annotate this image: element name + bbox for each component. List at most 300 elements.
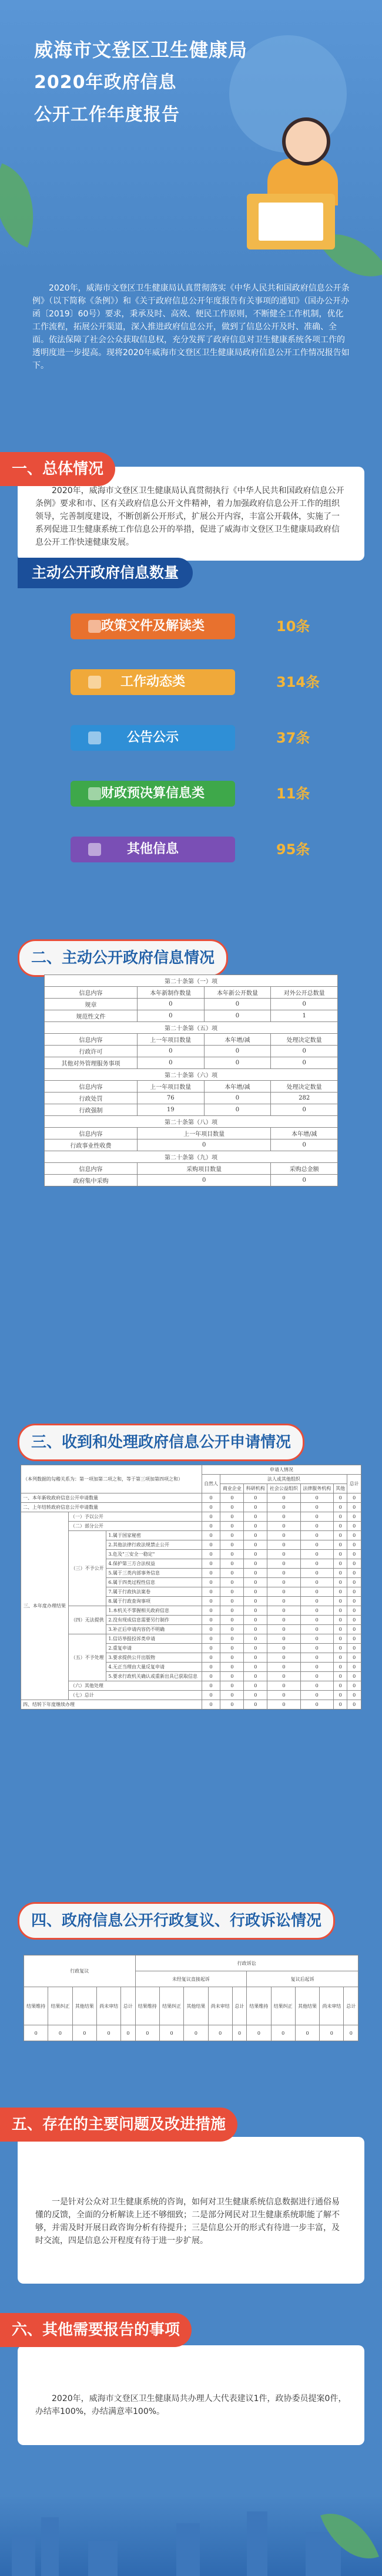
table-cell: 0 bbox=[267, 1700, 300, 1710]
table-cell: 0 bbox=[202, 1691, 220, 1700]
table-cell: 0 bbox=[347, 1672, 361, 1681]
table-header: 总计 bbox=[121, 1987, 135, 2025]
table-cell: 0 bbox=[333, 1672, 347, 1681]
table-cell: 0 bbox=[202, 1634, 220, 1644]
table-row-label: 4.保护第三方合法权益 bbox=[106, 1559, 202, 1569]
stats-heading: 主动公开政府信息数量 bbox=[18, 558, 193, 588]
table-row-label: 5.要求行政机关确认或重新出具已获取信息 bbox=[106, 1672, 202, 1681]
table-row-label: 3.补正后申请内容仍不明确 bbox=[106, 1625, 202, 1634]
table-row-label: 行政事业性收费 bbox=[45, 1139, 138, 1151]
table-cell: 0 bbox=[244, 1531, 267, 1540]
table-cell: 0 bbox=[220, 1681, 244, 1691]
stat-value: 37条 bbox=[276, 730, 310, 746]
table-cell: 0 bbox=[135, 2025, 159, 2041]
table-cell: 0 bbox=[333, 1578, 347, 1587]
table-cell: 0 bbox=[220, 1503, 244, 1512]
table-row-label: （七）总计 bbox=[68, 1691, 202, 1700]
table-row-label: 6.属于四类过程性信息 bbox=[106, 1578, 202, 1587]
building-icon bbox=[12, 2535, 35, 2576]
table-header: 未经复议直接起诉 bbox=[135, 1971, 247, 1987]
table-cell: 0 bbox=[244, 1681, 267, 1691]
table-cell: 0 bbox=[137, 1010, 204, 1022]
table-cell: 0 bbox=[137, 1175, 270, 1186]
table-row-label: 2.重复申请 bbox=[106, 1644, 202, 1653]
table-group-header: 第二十条第（一）项 bbox=[45, 975, 338, 987]
table-cell: 0 bbox=[202, 1606, 220, 1616]
section6-heading: 六、其他需要报告的事项 bbox=[0, 2313, 192, 2347]
table-cell: 0 bbox=[300, 1625, 333, 1634]
table-cell: 0 bbox=[220, 1663, 244, 1672]
table-row-label: 规章 bbox=[45, 999, 138, 1010]
footer-cityscape bbox=[0, 2495, 382, 2576]
table-cell: 0 bbox=[347, 1634, 361, 1644]
table-cell: 0 bbox=[333, 1559, 347, 1569]
table-cell: 0 bbox=[244, 1550, 267, 1559]
table-cell: 0 bbox=[267, 1634, 300, 1644]
table-cell: 0 bbox=[202, 1644, 220, 1653]
table-header: 信息内容 bbox=[45, 1163, 138, 1175]
section1-text: 2020年，威海市文登区卫生健康局认真贯彻执行《中华人民共和国政府信息公开条例》要求和市、区有关政府信息公开文件精神，着力加强政府信息公开工作的组织领导，完善制度建设，不断创新公开形式，扩展公开内容，丰富公开载体，实施了一系列促进卫生健康系统工作信息公开的举措，促进了威海市文登区卫生健康局政府信息公开工作快速健康发展。 bbox=[35, 486, 344, 547]
table-cell: 0 bbox=[333, 1700, 347, 1710]
table-cell: 0 bbox=[333, 1522, 347, 1531]
table-cell: 0 bbox=[137, 1057, 204, 1069]
table-cell: 0 bbox=[333, 1540, 347, 1550]
table-cell: 0 bbox=[347, 1653, 361, 1663]
table-row-label: 4.无正当理由大量反复申请 bbox=[106, 1663, 202, 1672]
stat-label: 公告公示 bbox=[71, 725, 235, 751]
table-row-label: 3.危及"三安全一稳定" bbox=[106, 1550, 202, 1559]
table-cell: 0 bbox=[347, 1540, 361, 1550]
table-cell: 0 bbox=[333, 1569, 347, 1578]
section4-heading: 四、政府信息公开行政复议、行政诉讼情况 bbox=[18, 1902, 335, 1940]
table-cell: 0 bbox=[300, 1644, 333, 1653]
table-cell: 0 bbox=[295, 2025, 319, 2041]
table-cell: 0 bbox=[202, 1493, 220, 1503]
table-cell: 0 bbox=[244, 1663, 267, 1672]
table-cell: 0 bbox=[220, 1522, 244, 1531]
table-header: 法人或其他组织 bbox=[220, 1475, 347, 1484]
table-header: 结果纠正 bbox=[48, 1987, 72, 2025]
table-cell: 0 bbox=[202, 1578, 220, 1587]
table-header: 申请人情况 bbox=[202, 1465, 361, 1475]
stat-label: 政策文件及解读类 bbox=[71, 613, 235, 639]
table-cell: 0 bbox=[202, 1587, 220, 1597]
table-cell: 0 bbox=[247, 2025, 271, 2041]
table-cell: 0 bbox=[271, 1175, 338, 1186]
table-cell: 0 bbox=[300, 1522, 333, 1531]
table-cell: 0 bbox=[220, 1550, 244, 1559]
table-cell: 0 bbox=[300, 1606, 333, 1616]
table-cell: 0 bbox=[267, 1587, 300, 1597]
table-cell: 0 bbox=[220, 1616, 244, 1625]
table-cell: 0 bbox=[267, 1691, 300, 1700]
table-cell: 0 bbox=[333, 1625, 347, 1634]
table-cell: 0 bbox=[300, 1493, 333, 1503]
table-cell: 0 bbox=[347, 1597, 361, 1606]
table-header: 尚未审结 bbox=[208, 1987, 232, 2025]
stat-value: 11条 bbox=[276, 785, 310, 802]
table-header: 其他结果 bbox=[295, 1987, 319, 2025]
table-cell: 0 bbox=[333, 1634, 347, 1644]
table-cell: 0 bbox=[244, 1503, 267, 1512]
table-header: 采购项目数量 bbox=[137, 1163, 270, 1175]
table-row-label: （四）无法提供 bbox=[68, 1606, 106, 1634]
table-cell: 0 bbox=[347, 1512, 361, 1522]
table-header: 其他结果 bbox=[72, 1987, 96, 2025]
table-cell: 0 bbox=[347, 1550, 361, 1559]
section3-heading: 三、收到和处理政府信息公开申请情况 bbox=[18, 1424, 304, 1461]
table-cell: 0 bbox=[267, 1493, 300, 1503]
table-cell: 0 bbox=[202, 1559, 220, 1569]
table-cell: 0 bbox=[300, 1503, 333, 1512]
table-cell: 0 bbox=[300, 1681, 333, 1691]
table-cell: 0 bbox=[244, 1616, 267, 1625]
table-cell: 0 bbox=[333, 1681, 347, 1691]
table-header: 法律服务机构 bbox=[300, 1484, 333, 1493]
table-cell: 0 bbox=[244, 1522, 267, 1531]
stat-label: 其他信息 bbox=[71, 837, 235, 862]
section4-table-wrap bbox=[24, 1955, 358, 2041]
table-cell: 0 bbox=[333, 1512, 347, 1522]
table-cell: 0 bbox=[333, 1493, 347, 1503]
table-cell: 0 bbox=[347, 1616, 361, 1625]
table-cell: 0 bbox=[220, 1578, 244, 1587]
table-cell: 0 bbox=[267, 1606, 300, 1616]
table-cell: 0 bbox=[267, 1531, 300, 1540]
table-cell: 0 bbox=[202, 1597, 220, 1606]
table-cell: 0 bbox=[202, 1512, 220, 1522]
table-cell: 0 bbox=[344, 2025, 358, 2041]
table-cell: 0 bbox=[220, 1691, 244, 1700]
page-title-line1: 威海市文登区卫生健康局 bbox=[34, 39, 248, 61]
table-row-label: 行政强制 bbox=[45, 1104, 138, 1116]
table-header: 本年新公开数量 bbox=[204, 987, 271, 999]
table-cell: 0 bbox=[333, 1691, 347, 1700]
table-cell: 0 bbox=[244, 1653, 267, 1663]
table-group-header: 第二十条第（九）项 bbox=[45, 1151, 338, 1163]
table-cell: 0 bbox=[202, 1531, 220, 1540]
table-cell: 0 bbox=[202, 1663, 220, 1672]
table-cell: 0 bbox=[244, 1634, 267, 1644]
table-cell: 0 bbox=[333, 1616, 347, 1625]
table-cell: 0 bbox=[220, 1672, 244, 1681]
table-header: 总计 bbox=[344, 1987, 358, 2025]
table-row-label: 7.属于行政执法案卷 bbox=[106, 1587, 202, 1597]
table-group-header: 第二十条第（五）项 bbox=[45, 1022, 338, 1034]
table-cell: 0 bbox=[347, 1493, 361, 1503]
table-cell: 0 bbox=[271, 1046, 338, 1057]
table-row-label: 8.属于行政查询事项 bbox=[106, 1597, 202, 1606]
table-cell: 0 bbox=[300, 1569, 333, 1578]
document-icon bbox=[88, 731, 101, 744]
stat-label: 工作动态类 bbox=[71, 669, 235, 695]
table-header: 社会公益组织 bbox=[267, 1484, 300, 1493]
table-row-label: （五）不予处理 bbox=[68, 1634, 106, 1681]
table-cell: 0 bbox=[202, 1616, 220, 1625]
table-cell: 0 bbox=[232, 2025, 246, 2041]
table-cell: 282 bbox=[271, 1093, 338, 1104]
table-cell: 0 bbox=[48, 2025, 72, 2041]
table-row-label: 四、结转下年度继续办理 bbox=[21, 1700, 202, 1710]
table-header: 行政复议 bbox=[24, 1955, 136, 1987]
table-cell: 1 bbox=[271, 1010, 338, 1022]
table-cell: 0 bbox=[267, 1550, 300, 1559]
active-disclosure-table bbox=[44, 975, 338, 1186]
table-cell: 0 bbox=[202, 1681, 220, 1691]
table-cell: 0 bbox=[204, 1046, 271, 1057]
table-header: 上一年项目数量 bbox=[137, 1128, 270, 1139]
table-header: 总计 bbox=[232, 1987, 246, 2025]
table-cell: 0 bbox=[300, 1634, 333, 1644]
table-cell: 0 bbox=[244, 1540, 267, 1550]
table-cell: 0 bbox=[244, 1493, 267, 1503]
table-cell: 0 bbox=[300, 1653, 333, 1663]
table-row-label: 1.信访举报投诉类申请 bbox=[106, 1634, 202, 1644]
document-icon bbox=[88, 620, 101, 633]
table-cell: 0 bbox=[220, 1559, 244, 1569]
table-header: 科研机构 bbox=[244, 1484, 267, 1493]
section2-table-wrap bbox=[44, 975, 338, 1186]
table-cell: 0 bbox=[244, 1569, 267, 1578]
table-cell: 0 bbox=[333, 1587, 347, 1597]
table-cell: 0 bbox=[300, 1700, 333, 1710]
section6-card bbox=[18, 2345, 364, 2445]
table-row-label: 1.本机关不掌握相关政府信息 bbox=[106, 1606, 202, 1616]
table-cell: 0 bbox=[333, 1644, 347, 1653]
table-cell: 0 bbox=[202, 1569, 220, 1578]
person-head-illustration bbox=[282, 117, 330, 166]
table-cell: 0 bbox=[347, 1587, 361, 1597]
table-header: 处理决定数量 bbox=[271, 1081, 338, 1093]
stat-value: 10条 bbox=[276, 618, 310, 635]
table-row-label: （一）予以公开 bbox=[68, 1512, 202, 1522]
table-cell: 0 bbox=[347, 1625, 361, 1634]
section6-text: 2020年，威海市文登区卫生健康局共办理人大代表建议1件，政协委员提案0件，办结率100%，办结满意率100%。 bbox=[35, 2394, 347, 2416]
table-cell: 0 bbox=[300, 1616, 333, 1625]
table-row-label: 5.属于三类内部事务信息 bbox=[106, 1569, 202, 1578]
table-cell: 0 bbox=[204, 1093, 271, 1104]
table-cell: 0 bbox=[184, 2025, 208, 2041]
table-cell: 0 bbox=[267, 1559, 300, 1569]
table-row-label: 1.属于国家秘密 bbox=[106, 1531, 202, 1540]
table-cell: 0 bbox=[202, 1503, 220, 1512]
table-header: 其他结果 bbox=[184, 1987, 208, 2025]
table-header: 采购总金额 bbox=[271, 1163, 338, 1175]
table-cell: 0 bbox=[220, 1625, 244, 1634]
table-cell: 0 bbox=[267, 1540, 300, 1550]
table-cell: 0 bbox=[347, 1522, 361, 1531]
table-cell: 0 bbox=[220, 1597, 244, 1606]
table-header: 上一年项目数量 bbox=[137, 1081, 204, 1093]
table-header: 商业企业 bbox=[220, 1484, 244, 1493]
section3-table-wrap bbox=[21, 1465, 361, 1710]
stat-value: 314条 bbox=[276, 674, 320, 690]
table-header: 处理决定数量 bbox=[271, 1034, 338, 1046]
table-cell: 0 bbox=[244, 1606, 267, 1616]
table-cell: 0 bbox=[204, 1057, 271, 1069]
table-cell: 0 bbox=[24, 2025, 48, 2041]
table-cell: 0 bbox=[244, 1587, 267, 1597]
table-cell: 0 bbox=[244, 1559, 267, 1569]
table-cell: 0 bbox=[300, 1663, 333, 1672]
table-cell: 0 bbox=[244, 1597, 267, 1606]
table-cell: 0 bbox=[204, 999, 271, 1010]
table-cell: 0 bbox=[300, 1540, 333, 1550]
table-cell: 0 bbox=[220, 1512, 244, 1522]
table-header: 上一年项目数量 bbox=[137, 1034, 204, 1046]
table-cell: 0 bbox=[333, 1653, 347, 1663]
table-header: 尚未审结 bbox=[96, 1987, 120, 2025]
table-row-label: 一、本年新收政府信息公开申请数量 bbox=[21, 1493, 202, 1503]
table-cell: 0 bbox=[267, 1644, 300, 1653]
section5-heading: 五、存在的主要问题及改进措施 bbox=[0, 2108, 237, 2142]
table-row-label: 行政许可 bbox=[45, 1046, 138, 1057]
table-header: 本年增/减 bbox=[204, 1081, 271, 1093]
table-cell: 0 bbox=[202, 1700, 220, 1710]
table-cell: 0 bbox=[244, 1691, 267, 1700]
table-cell: 0 bbox=[72, 2025, 96, 2041]
table-cell: 0 bbox=[267, 1625, 300, 1634]
table-cell: 0 bbox=[137, 1046, 204, 1057]
table-cell: 0 bbox=[267, 1512, 300, 1522]
review-litigation-table bbox=[24, 1955, 358, 2041]
table-header: 本年增/减 bbox=[271, 1128, 338, 1139]
section5-card bbox=[18, 2137, 364, 2284]
table-cell: 0 bbox=[244, 1578, 267, 1587]
table-cell: 19 bbox=[137, 1104, 204, 1116]
table-row-label: 三、本年度办理结果 bbox=[21, 1512, 69, 1700]
table-cell: 0 bbox=[333, 1663, 347, 1672]
table-cell: 0 bbox=[220, 1531, 244, 1540]
table-cell: 0 bbox=[347, 1606, 361, 1616]
table-cell: 0 bbox=[333, 1531, 347, 1540]
table-cell: 0 bbox=[137, 999, 204, 1010]
table-cell: 0 bbox=[96, 2025, 120, 2041]
table-header: 复议后起诉 bbox=[247, 1971, 358, 1987]
building-icon bbox=[176, 2523, 200, 2576]
table-cell: 0 bbox=[208, 2025, 232, 2041]
table-cell: 0 bbox=[271, 999, 338, 1010]
leaf-icon bbox=[0, 163, 52, 248]
table-cell: 0 bbox=[347, 1569, 361, 1578]
table-header: 结果维持 bbox=[247, 1987, 271, 2025]
application-table bbox=[21, 1465, 361, 1710]
table-cell: 0 bbox=[244, 1512, 267, 1522]
table-header: 本年增/减 bbox=[204, 1034, 271, 1046]
table-header: 信息内容 bbox=[45, 1081, 138, 1093]
table-row-label: 行政处罚 bbox=[45, 1093, 138, 1104]
table-cell: 0 bbox=[347, 1700, 361, 1710]
table-cell: 0 bbox=[220, 1653, 244, 1663]
table-group-header: 第二十条第（六）项 bbox=[45, 1069, 338, 1081]
table-cell: 0 bbox=[347, 1559, 361, 1569]
section1-heading: 一、总体情况 bbox=[0, 452, 115, 486]
table-cell: 0 bbox=[271, 1139, 338, 1151]
table-cell: 0 bbox=[202, 1672, 220, 1681]
table-cell: 0 bbox=[267, 1653, 300, 1663]
table-cell: 0 bbox=[202, 1540, 220, 1550]
table-header: 其他 bbox=[333, 1484, 347, 1493]
building-icon bbox=[247, 2511, 267, 2576]
table-cell: 0 bbox=[159, 2025, 183, 2041]
table-cell: 0 bbox=[347, 1503, 361, 1512]
table-header: 本年新制作数量 bbox=[137, 987, 204, 999]
intro-paragraph: 2020年，威海市文登区卫生健康局认真贯彻落实《中华人民共和国政府信息公开条例》（以下简称《条例》）和《关于政府信息公开年度报告有关事项的通知》（国办公开办函〔2019〕60号）要求，秉承及时、高效、便民工作原则，不断健全工作机制，优化工作流程，拓展公开渠道，深入推进政府信息公开，做到了信息公开及时、准确、全面。依法保障了社会公众获取信息权，充分发挥了政府信息对卫生健康系统各项工作的透明度进一步提高。现将2020年威海市文登区卫生健康局政府信息公开工作情况报告如下。 bbox=[32, 284, 350, 370]
table-cell: 0 bbox=[267, 1578, 300, 1587]
table-cell: 0 bbox=[137, 1139, 270, 1151]
table-cell: 0 bbox=[244, 1700, 267, 1710]
table-row-label: （六）其他处理 bbox=[68, 1681, 202, 1691]
table-header: 信息内容 bbox=[45, 1034, 138, 1046]
table-cell: 0 bbox=[333, 1550, 347, 1559]
page-title-line3: 公开工作年度报告 bbox=[34, 104, 180, 125]
table-header: 总计 bbox=[347, 1475, 361, 1493]
table-cell: 0 bbox=[271, 1057, 338, 1069]
table-cell: 0 bbox=[244, 1644, 267, 1653]
table-row-label: （二）部分公开 bbox=[68, 1522, 202, 1531]
table-header: 行政诉讼 bbox=[135, 1955, 358, 1971]
table-header: 自然人 bbox=[202, 1475, 220, 1493]
table-cell: 0 bbox=[271, 2025, 295, 2041]
table-group-header: 第二十条第（八）项 bbox=[45, 1116, 338, 1128]
table-cell: 0 bbox=[267, 1672, 300, 1681]
table-row-label: 3.要求提供公开出版物 bbox=[106, 1653, 202, 1663]
table-cell: 0 bbox=[347, 1578, 361, 1587]
table-cell: 0 bbox=[300, 1559, 333, 1569]
table-cell: 0 bbox=[300, 1550, 333, 1559]
stat-label: 财政预决算信息类 bbox=[71, 781, 235, 807]
section2-heading: 二、主动公开政府信息情况 bbox=[18, 939, 228, 977]
table-cell: 0 bbox=[300, 1691, 333, 1700]
table-cell: 0 bbox=[220, 1540, 244, 1550]
table-header: 信息内容 bbox=[45, 1128, 138, 1139]
table-corner: （本列数据的勾稽关系为：第一项加第二项之和，等于第三项加第四项之和） bbox=[21, 1465, 202, 1493]
table-cell: 0 bbox=[204, 1010, 271, 1022]
table-cell: 0 bbox=[121, 2025, 135, 2041]
table-cell: 0 bbox=[333, 1597, 347, 1606]
table-cell: 0 bbox=[347, 1644, 361, 1653]
table-header: 信息内容 bbox=[45, 987, 138, 999]
table-cell: 0 bbox=[267, 1597, 300, 1606]
table-cell: 0 bbox=[220, 1606, 244, 1616]
table-cell: 0 bbox=[267, 1569, 300, 1578]
table-header: 结果纠正 bbox=[271, 1987, 295, 2025]
table-cell: 0 bbox=[300, 1578, 333, 1587]
table-cell: 0 bbox=[202, 1653, 220, 1663]
table-row-label: （三）不予公开 bbox=[68, 1531, 106, 1606]
table-cell: 0 bbox=[300, 1672, 333, 1681]
table-row-label: 规范性文件 bbox=[45, 1010, 138, 1022]
hero-banner bbox=[0, 0, 382, 276]
table-cell: 0 bbox=[347, 1531, 361, 1540]
table-cell: 0 bbox=[220, 1700, 244, 1710]
table-cell: 0 bbox=[267, 1522, 300, 1531]
stat-value: 95条 bbox=[276, 841, 310, 858]
table-cell: 0 bbox=[267, 1503, 300, 1512]
table-cell: 0 bbox=[300, 1597, 333, 1606]
table-cell: 0 bbox=[300, 1531, 333, 1540]
table-cell: 0 bbox=[320, 2025, 344, 2041]
table-cell: 0 bbox=[267, 1663, 300, 1672]
section5-text: 一是针对公众对卫生健康系统的咨询，如何对卫生健康系统信息数据进行通俗易懂的反馈，全面的分析解读上还不够细致；二是部分网民对卫生健康系统职能了解不够，并需及时开展日政咨询分析有待提升；三是信息公开的形式有待进一步丰富，及时交流，四是信息公开程度有待于进一步扩展。 bbox=[35, 2197, 340, 2245]
table-cell: 0 bbox=[347, 1663, 361, 1672]
table-row-label: 2.没有现成信息需要另行制作 bbox=[106, 1616, 202, 1625]
table-cell: 0 bbox=[267, 1681, 300, 1691]
table-cell: 0 bbox=[333, 1606, 347, 1616]
table-cell: 0 bbox=[204, 1104, 271, 1116]
table-cell: 0 bbox=[220, 1493, 244, 1503]
table-cell: 0 bbox=[220, 1569, 244, 1578]
